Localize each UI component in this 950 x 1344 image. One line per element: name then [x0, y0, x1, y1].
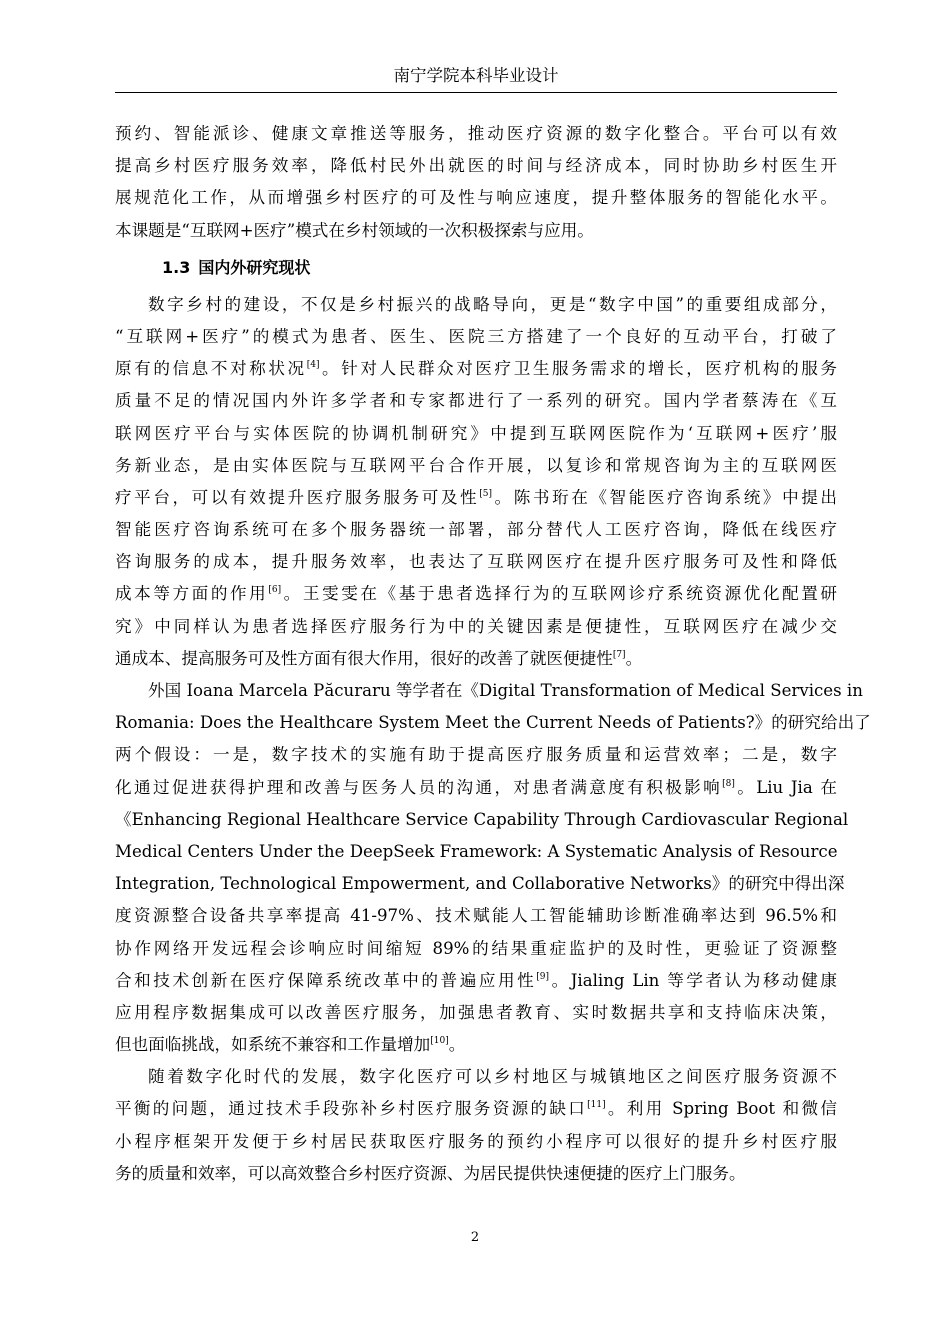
text-span: 。 — [448, 1035, 466, 1055]
paragraph-foreign-research — [115, 675, 871, 1061]
section-title: 国内外研究现状 — [198, 257, 311, 277]
text-line: 展规范化工作，从而增强乡村医疗的可及性与响应速度，提升整体服务的智能化水平。 — [115, 188, 837, 208]
citation-ref: [4] — [306, 360, 320, 371]
paragraph-domestic-research — [115, 289, 837, 675]
text-line: 究》中同样认为患者选择医疗服务行为中的关键因素是便捷性，互联网医疗在减少交 — [115, 616, 837, 636]
text-span: 化通过促进获得护理和改善与医务人员的沟通，对患者满意度有积极影响 — [115, 777, 723, 797]
text-span: 原有的信息不对称状况 — [115, 359, 307, 379]
page-number: 2 — [470, 1230, 480, 1245]
text-span: 平衡的问题，通过技术手段弥补乡村医疗服务资源的缺口 — [115, 1099, 588, 1119]
text-line: 务的质量和效率，可以高效整合乡村医疗资源、为居民提供快速便捷的医疗上门服务。 — [115, 1163, 746, 1183]
text-line: Medical Centers Under the DeepSeek Framework: A Systematic Analysis of Resource — [115, 841, 838, 861]
text-span: 。利用 Spring Boot 和微信 — [605, 1099, 837, 1119]
citation-ref: [11] — [587, 1100, 606, 1111]
citation-ref: [6] — [268, 585, 282, 596]
text-span: 。陈书珩在《智能医疗咨询系统》中提出 — [491, 487, 838, 507]
text-line — [115, 353, 837, 385]
section-number: 1.3 — [162, 257, 191, 277]
text-line — [115, 772, 837, 804]
text-line: 提高乡村医疗服务效率，降低村民外出就医的时间与经济成本，同时协助乡村医生开 — [115, 156, 837, 176]
citation-ref: [10] — [430, 1036, 449, 1047]
citation-ref: [5] — [479, 488, 492, 499]
text-line: 智能医疗咨询系统可在多个服务器统一部署，部分替代人工医疗咨询，降低在线医疗 — [115, 520, 837, 540]
text-line: 质量不足的情况国内外许多学者和专家都进行了一系列的研究。国内学者蔡涛在《互 — [115, 391, 837, 411]
text-line — [115, 578, 837, 610]
text-line: “互联网+医疗”的模式为患者、医生、医院三方搭建了一个良好的互动平台，打破了 — [115, 326, 837, 346]
text-span: 通成本、提高服务可及性方面有很大作用，很好的改善了就医便捷性 — [115, 648, 613, 668]
text-line — [115, 482, 837, 514]
text-line — [115, 1029, 837, 1061]
text-line — [115, 643, 837, 675]
text-line: 小程序框架开发便于乡村居民获取医疗服务的预约小程序可以很好的提升乡村医疗服 — [115, 1131, 837, 1151]
paragraph-conclusion — [115, 1061, 837, 1190]
text-line: 度资源整合设备共享率提高 41-97%、技术赋能人工智能辅助诊断准确率达到 96.5%和 — [115, 906, 837, 926]
text-span: 。 — [625, 648, 643, 668]
page-header-title: 南宁学院本科毕业设计 — [393, 66, 559, 85]
text-span: 。Liu Jia 在 — [734, 777, 837, 797]
citation-ref: [9] — [536, 971, 550, 982]
intro-paragraph — [115, 118, 837, 247]
text-line: 本课题是“互联网+医疗”模式在乡村领域的一次积极探索与应用。 — [115, 220, 594, 240]
text-span: 。Jialing Lin 等学者认为移动健康 — [549, 970, 837, 990]
text-span: 疗平台，可以有效提升医疗服务服务可及性 — [115, 487, 480, 507]
text-line: 两个假设：一是，数字技术的实施有助于提高医疗服务质量和运营效率；二是，数字 — [115, 745, 837, 765]
header-divider — [115, 92, 837, 93]
text-line: 随着数字化时代的发展，数字化医疗可以乡村地区与城镇地区之间医疗服务资源不 — [148, 1067, 837, 1087]
text-line: 应用程序数据集成可以改善医疗服务，加强患者教育、实时数据共享和支持临床决策， — [115, 1002, 837, 1022]
text-line: 《Enhancing Regional Healthcare Service Capability Through Cardiovascular Regional — [115, 809, 849, 829]
text-line: Integration, Technological Empowerment, and Collaborative Networks》的研究中得出深 — [115, 874, 845, 894]
citation-ref: [7] — [612, 649, 626, 660]
text-line: 外国 Ioana Marcela Păcuraru 等学者在《Digital Transformation of Medical Services in — [148, 681, 863, 700]
text-span: 但也面临挑战，如系统不兼容和工作量增加 — [115, 1035, 431, 1055]
document-body — [115, 118, 871, 1190]
text-line — [115, 965, 837, 997]
text-line: 协作网络开发远程会诊响应时间缩短 89%的结果重症监护的及时性，更验证了资源整 — [115, 938, 837, 958]
text-line: 联网医疗平台与实体医院的协调机制研究》中提到互联网医院作为‘互联网+医疗’服 — [115, 423, 837, 443]
text-line: 务新业态，是由实体医院与互联网平台合作开展，以复诊和常规咨询为主的互联网医 — [115, 455, 837, 475]
section-heading — [115, 253, 837, 283]
text-line: 数字乡村的建设，不仅是乡村振兴的战略导向，更是“数字中国”的重要组成部分， — [148, 294, 837, 314]
text-span: 合和技术创新在医疗保障系统改革中的普遍应用性 — [115, 970, 537, 990]
citation-ref: [8] — [722, 778, 735, 789]
text-line: Romania: Does the Healthcare System Meet the Current Needs of Patients?》的研究给出了 — [115, 713, 871, 733]
text-span: 成本等方面的作用 — [115, 584, 269, 604]
text-span: 。针对人民群众对医疗卫生服务需求的增长，医疗机构的服务 — [319, 359, 838, 379]
text-span: 。王雯雯在《基于患者选择行为的互联网诊疗系统资源优化配置研 — [281, 584, 838, 604]
text-line: 咨询服务的成本，提升服务效率，也表达了互联网医疗在提升医疗服务可及性和降低 — [115, 552, 837, 572]
text-line — [115, 1093, 837, 1125]
text-line: 预约、智能派诊、健康文章推送等服务，推动医疗资源的数字化整合。平台可以有效 — [115, 124, 837, 143]
